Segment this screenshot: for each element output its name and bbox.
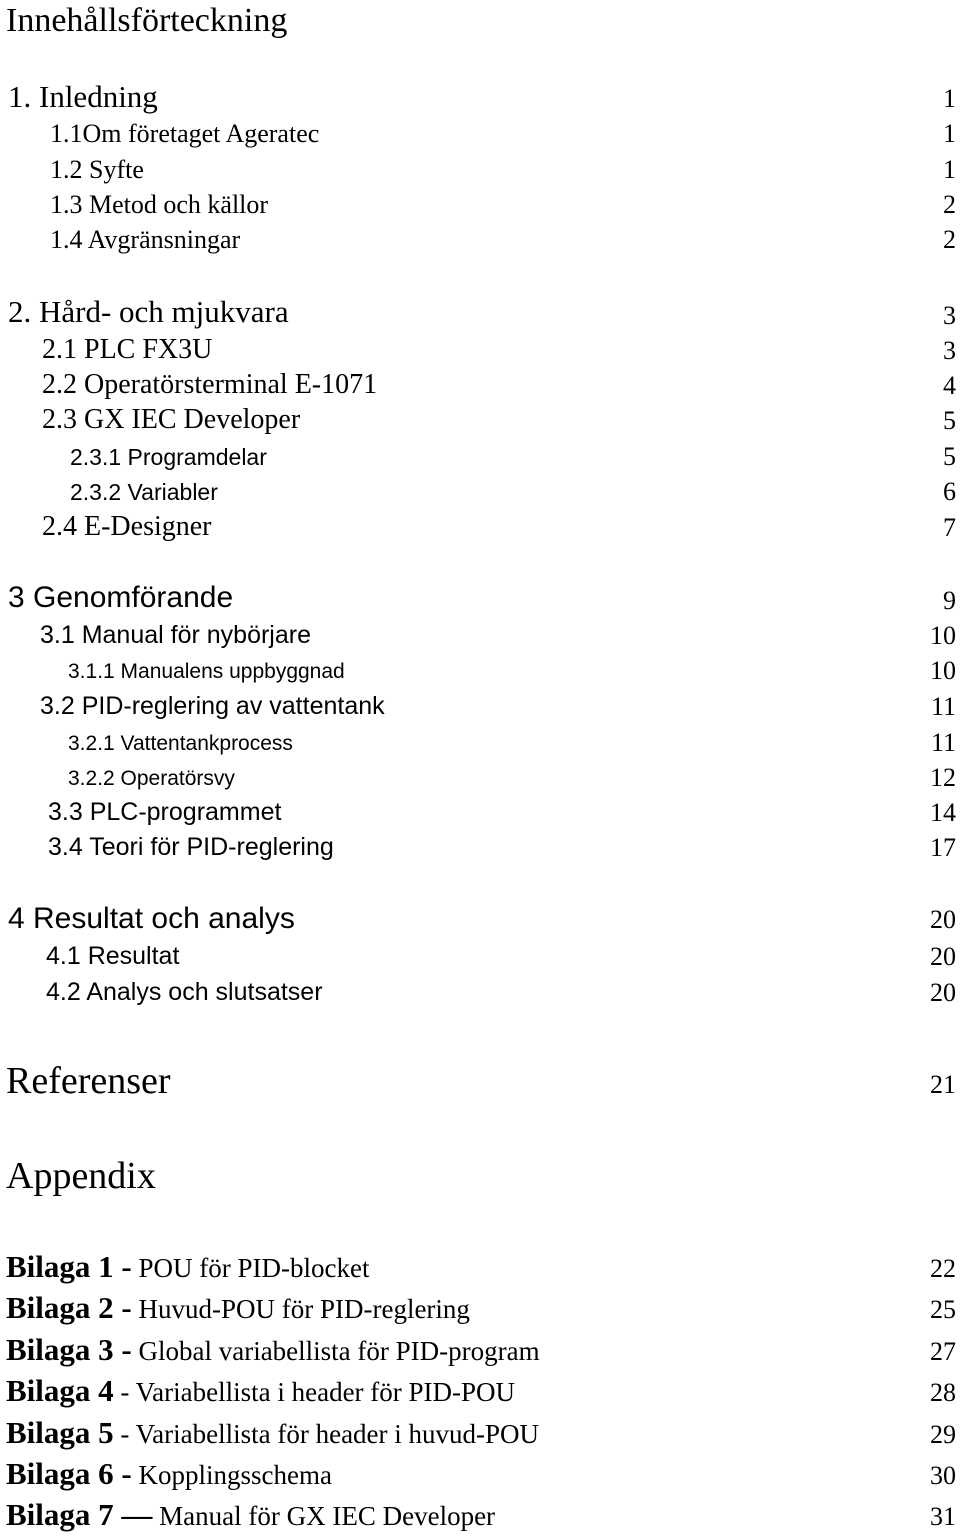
toc-entry-page: 14 bbox=[930, 798, 956, 827]
toc-entry-label: 1.3 Metod och källor bbox=[50, 190, 269, 219]
toc-entry-label: 2.4 E-Designer bbox=[42, 511, 212, 542]
toc-entry-page: 5 bbox=[943, 406, 956, 435]
toc-entry-label: 4 Resultat och analys bbox=[8, 902, 295, 935]
toc-entry-label: Appendix bbox=[6, 1155, 156, 1197]
toc-entry-page: 5 bbox=[943, 442, 956, 471]
appendix-entry bbox=[6, 1499, 495, 1530]
toc-entry-label: 2.3.1 Programdelar bbox=[70, 444, 267, 470]
toc-entry-label: 3.3 PLC-programmet bbox=[48, 798, 282, 826]
appendix-prefix: Bilaga 2 - bbox=[6, 1290, 132, 1325]
appendix-prefix: Bilaga 6 - bbox=[6, 1456, 132, 1491]
toc-entry-page: 21 bbox=[930, 1070, 956, 1099]
toc-entry-label: 2.2 Operatörsterminal E-1071 bbox=[42, 369, 378, 400]
appendix-entry bbox=[6, 1458, 332, 1489]
toc-entry-label: 3.2.1 Vattentankprocess bbox=[68, 732, 293, 755]
appendix-entry bbox=[6, 1292, 470, 1323]
appendix-page: 28 bbox=[930, 1378, 956, 1407]
toc-entry-page: 17 bbox=[930, 833, 956, 862]
toc-entry-page: 3 bbox=[943, 336, 956, 365]
appendix-prefix: Bilaga 7 — bbox=[6, 1497, 153, 1532]
toc-entry-page: 11 bbox=[930, 692, 956, 721]
toc-entry-page: 10 bbox=[930, 656, 956, 685]
appendix-page: 27 bbox=[930, 1337, 956, 1366]
appendix-label: Global variabellista för PID-program bbox=[138, 1336, 540, 1366]
appendix-prefix: Bilaga 3 - bbox=[6, 1332, 132, 1367]
toc-entry-label: 1.2 Syfte bbox=[50, 155, 144, 184]
page-title: Innehållsförteckning bbox=[6, 2, 288, 39]
toc-entry-label: 2.3 GX IEC Developer bbox=[42, 404, 301, 435]
appendix-entry bbox=[6, 1375, 515, 1406]
toc-entry-label: 3.2 PID-reglering av vattentank bbox=[40, 692, 385, 720]
toc-entry-page: 20 bbox=[930, 978, 956, 1007]
appendix-label: Huvud-POU för PID-reglering bbox=[138, 1294, 470, 1324]
toc-entry-page: 12 bbox=[930, 763, 956, 792]
toc-entry-page: 2 bbox=[943, 190, 956, 219]
toc-entry-page: 7 bbox=[943, 513, 956, 542]
appendix-page: 29 bbox=[930, 1420, 956, 1449]
appendix-prefix: Bilaga 1 - bbox=[6, 1249, 132, 1284]
toc-entry-page: 9 bbox=[943, 586, 956, 615]
toc-entry-page: 1 bbox=[943, 84, 956, 113]
toc-entry-page: 10 bbox=[930, 621, 956, 650]
toc-entry-label: 1.4 Avgränsningar bbox=[50, 225, 241, 254]
toc-entry-page: 3 bbox=[943, 301, 956, 330]
appendix-page: 31 bbox=[930, 1502, 956, 1531]
toc-entry-page: 6 bbox=[943, 477, 956, 506]
toc-entry-page: 2 bbox=[943, 225, 956, 254]
appendix-label: - Variabellista för header i huvud-POU bbox=[120, 1419, 540, 1449]
toc-entry-page: 1 bbox=[943, 119, 956, 148]
toc-entry-label: 1.1Om företaget Ageratec bbox=[50, 119, 320, 148]
appendix-entry bbox=[6, 1251, 369, 1282]
toc-entry-label: 3.4 Teori för PID-reglering bbox=[48, 833, 334, 861]
appendix-label: - Variabellista i header för PID-POU bbox=[120, 1377, 516, 1407]
appendix-entry bbox=[6, 1417, 539, 1448]
appendix-prefix: Bilaga 5 bbox=[6, 1415, 114, 1450]
toc-entry-label: 3.2.2 Operatörsvy bbox=[68, 767, 235, 790]
appendix-page: 22 bbox=[930, 1254, 956, 1283]
appendix-prefix: Bilaga 4 bbox=[6, 1373, 114, 1408]
toc-entry-page: 20 bbox=[930, 942, 956, 971]
appendix-label: POU för PID-blocket bbox=[138, 1253, 370, 1283]
toc-entry-label: 2.1 PLC FX3U bbox=[42, 334, 213, 365]
toc-entry-label: 3.1 Manual för nybörjare bbox=[40, 621, 311, 649]
toc-entry-label: 2.3.2 Variabler bbox=[70, 479, 218, 505]
toc-entry-label: Referenser bbox=[6, 1060, 171, 1102]
toc-entry-label: 3 Genomförande bbox=[8, 581, 234, 614]
appendix-label: Kopplingsschema bbox=[138, 1460, 332, 1490]
toc-entry-label: 4.1 Resultat bbox=[46, 942, 180, 970]
toc-entry-label: 2. Hård- och mjukvara bbox=[8, 294, 289, 329]
toc-entry-label: 1. Inledning bbox=[8, 79, 158, 114]
appendix-entry bbox=[6, 1334, 540, 1365]
toc-entry-label: 3.1.1 Manualens uppbyggnad bbox=[68, 660, 345, 683]
toc-entry-page: 20 bbox=[930, 905, 956, 934]
toc-entry-label: 4.2 Analys och slutsatser bbox=[46, 978, 323, 1006]
appendix-label: Manual för GX IEC Developer bbox=[159, 1501, 496, 1531]
appendix-page: 30 bbox=[930, 1461, 956, 1490]
toc-entry-page: 11 bbox=[930, 728, 956, 757]
appendix-page: 25 bbox=[930, 1295, 956, 1324]
toc-entry-page: 1 bbox=[943, 155, 956, 184]
toc-entry-page: 4 bbox=[943, 371, 956, 400]
